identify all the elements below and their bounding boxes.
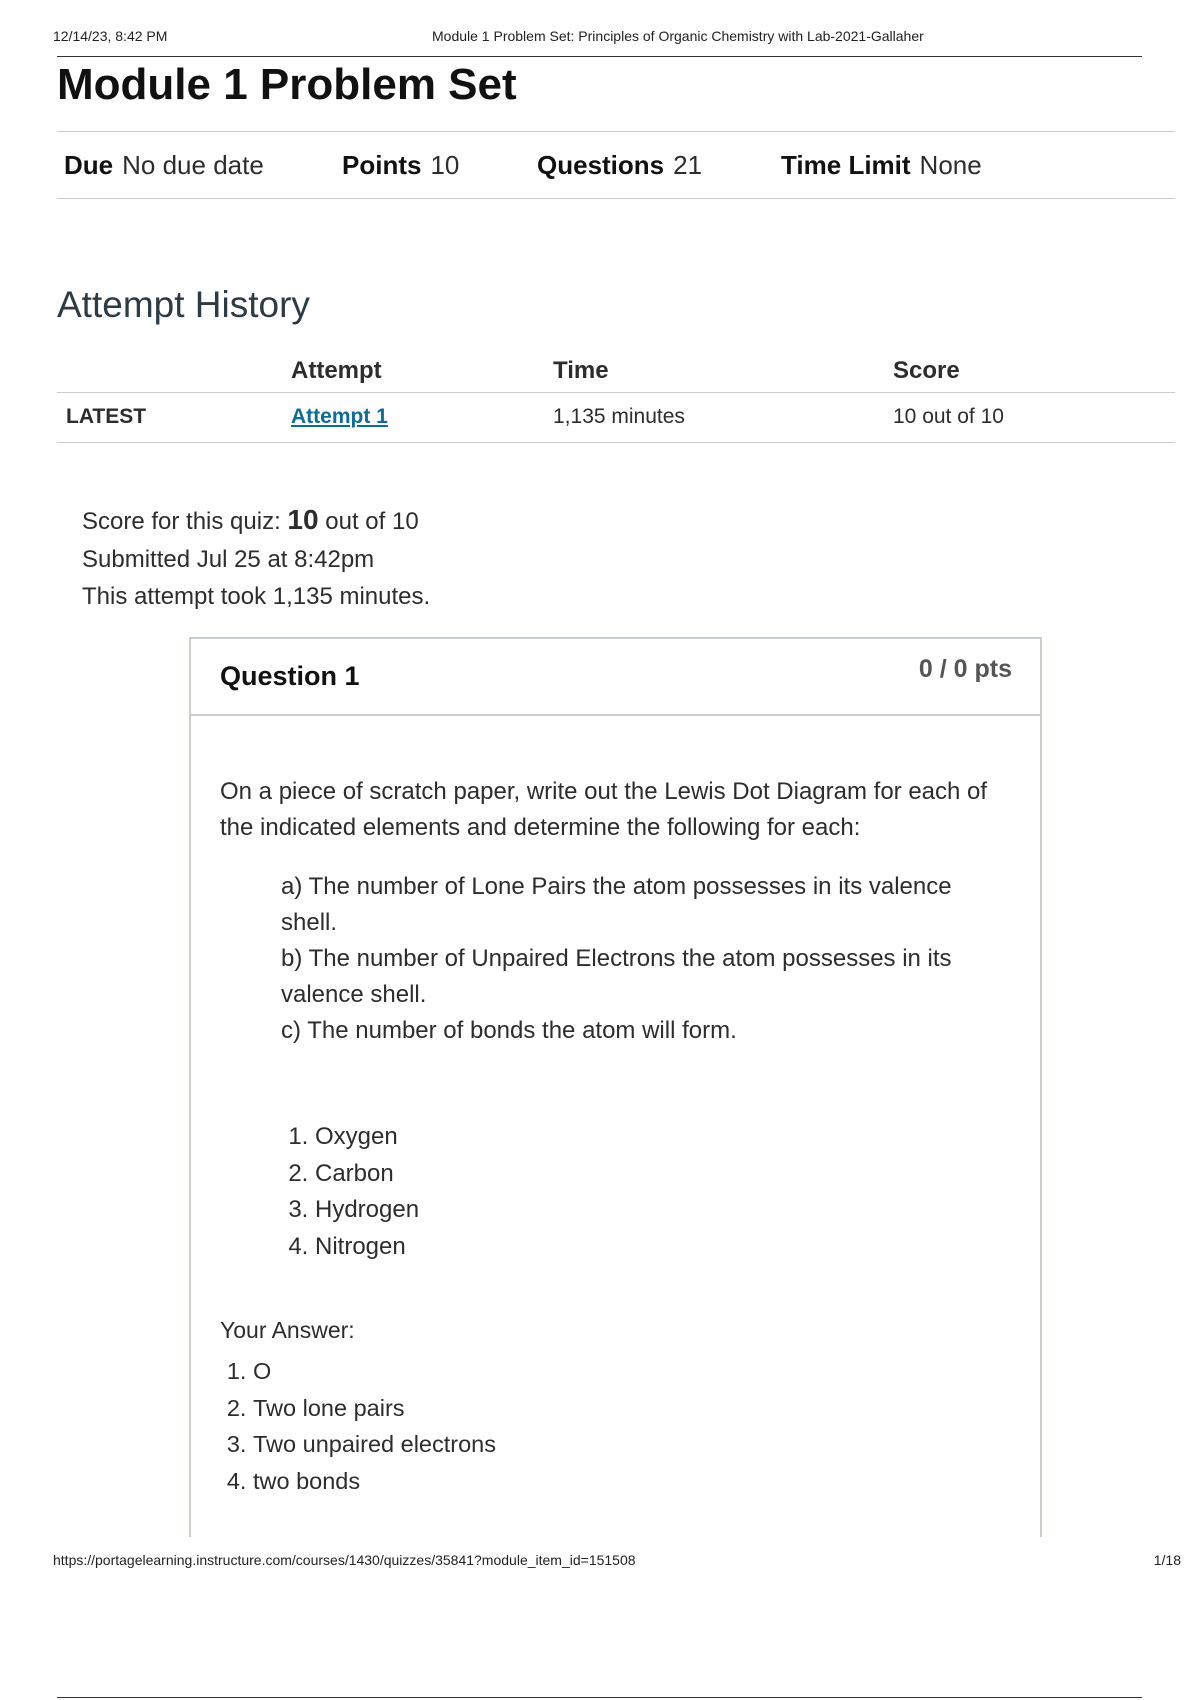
- meta-questions-label: Questions: [537, 150, 665, 180]
- column-header-score: Score: [893, 357, 960, 384]
- meta-points-value: 10: [430, 150, 460, 180]
- list-item: 1. O: [253, 1353, 496, 1390]
- score-suffix: out of 10: [325, 508, 419, 535]
- quiz-score-line: [82, 504, 419, 536]
- question-card: [189, 637, 1042, 1537]
- score-prefix: Score for this quiz:: [82, 508, 281, 535]
- time-cell: 1,135 minutes: [553, 405, 685, 428]
- question-name: Question 1: [220, 661, 360, 691]
- list-item: 3. Hydrogen: [315, 1192, 419, 1229]
- list-item: 2. Carbon: [315, 1156, 419, 1193]
- print-date: 12/14/23, 8:42 PM: [53, 28, 168, 44]
- score-value: 10: [287, 504, 319, 535]
- print-page-number: 1/18: [1153, 1552, 1181, 1568]
- question-subpart: a) The number of Lone Pairs the atom possesses in its valence shell.: [281, 873, 952, 936]
- list-item: 1. Oxygen: [315, 1119, 419, 1156]
- question-subpart: b) The number of Unpaired Electrons the atom possesses in its valence shell.: [281, 945, 952, 1008]
- duration-line: This attempt took 1,135 minutes.: [82, 583, 431, 610]
- column-header-time: Time: [553, 357, 609, 384]
- print-url: https://portagelearning.instructure.com/courses/1430/quizzes/35841?module_item_id=151508: [53, 1552, 636, 1568]
- answer-list: [220, 1353, 496, 1499]
- submitted-line: Submitted Jul 25 at 8:42pm: [82, 546, 375, 573]
- list-item: 4. two bonds: [253, 1463, 496, 1500]
- meta-due-label: Due: [64, 150, 114, 180]
- attempt-cell: [291, 405, 388, 429]
- list-item: 2. Two lone pairs: [253, 1390, 496, 1427]
- meta-points: [342, 150, 459, 181]
- next-page-divider: [57, 1697, 1142, 1698]
- meta-time-limit-label: Time Limit: [781, 150, 911, 180]
- question-points: 0 / 0 pts: [918, 655, 1012, 683]
- element-list: [281, 1119, 419, 1265]
- answer-label: Your Answer:: [220, 1317, 355, 1343]
- question-header: [191, 639, 1040, 716]
- meta-time-limit-value: None: [919, 150, 982, 180]
- meta-time-limit: [781, 150, 982, 181]
- attempt-link[interactable]: Attempt 1: [291, 405, 388, 428]
- meta-questions: [537, 150, 702, 181]
- row-label-latest: LATEST: [66, 405, 147, 428]
- score-cell: 10 out of 10: [893, 405, 1004, 428]
- meta-bottom-divider: [57, 198, 1175, 199]
- table-row-divider: [57, 442, 1175, 443]
- column-header-attempt: Attempt: [291, 357, 382, 384]
- print-page-title: Module 1 Problem Set: Principles of Organic Chemistry with Lab-2021-Gallaher: [432, 28, 924, 44]
- meta-top-divider: [57, 131, 1175, 132]
- meta-due-value: No due date: [122, 150, 264, 180]
- list-item: 3. Two unpaired electrons: [253, 1426, 496, 1463]
- meta-points-label: Points: [342, 150, 422, 180]
- meta-due: [64, 150, 264, 181]
- page-title: Module 1 Problem Set: [57, 60, 517, 109]
- list-item: 4. Nitrogen: [315, 1229, 419, 1266]
- header-divider: [57, 56, 1142, 57]
- attempt-history-title: Attempt History: [57, 284, 310, 325]
- question-subpart: c) The number of bonds the atom will form.: [281, 1017, 737, 1044]
- question-prompt: On a piece of scratch paper, write out the Lewis Dot Diagram for each of the indicated elements and determine the following for each:: [220, 778, 988, 841]
- meta-questions-value: 21: [673, 150, 703, 180]
- table-header-divider: [57, 392, 1175, 393]
